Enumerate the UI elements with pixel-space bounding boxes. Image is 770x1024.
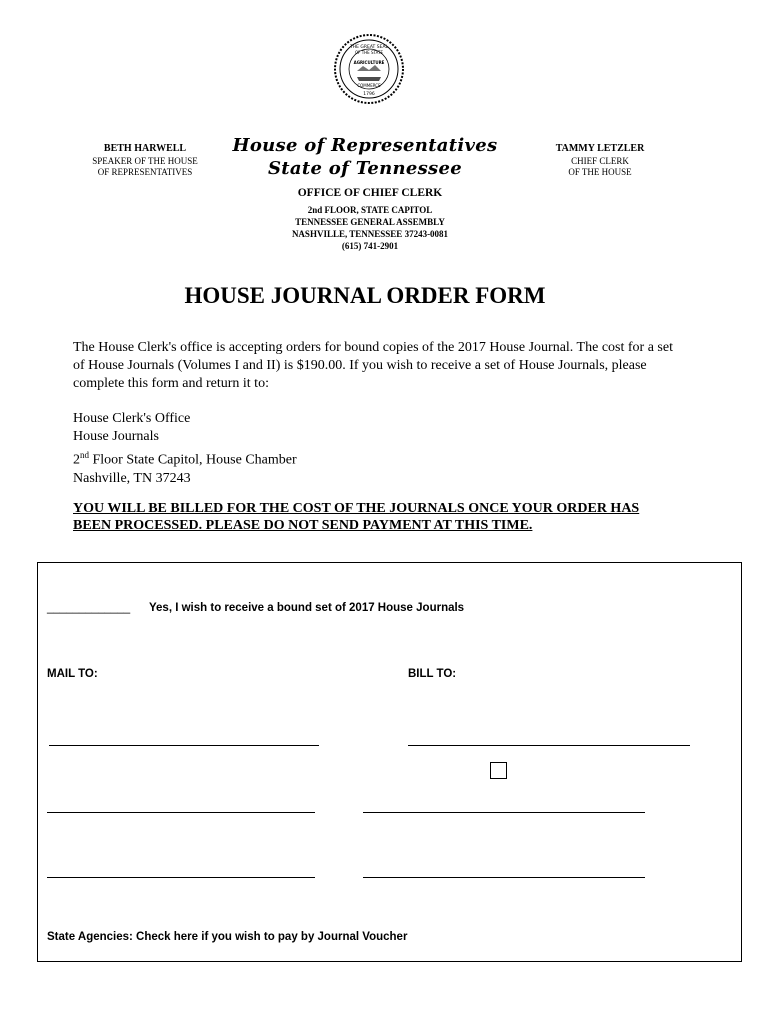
state-agencies-label: State Agencies: Check here if you wish to pay by Journal Voucher: [47, 931, 408, 943]
house-letterhead: [230, 134, 500, 180]
bill-to-label: BILL TO:: [408, 668, 457, 680]
order-form-box: [37, 562, 742, 962]
yes-blank-line[interactable]: _____________: [47, 602, 131, 614]
seal-text-top: THE GREAT SEAL: [349, 45, 389, 50]
office-name: OFFICE OF CHIEF CLERK: [297, 187, 443, 199]
address-floor-suffix: nd: [80, 450, 89, 460]
address-floor-number: 2: [73, 452, 80, 468]
mail-to-line-3[interactable]: [47, 877, 315, 878]
mail-to-line-2[interactable]: [47, 812, 315, 813]
billing-notice: YOU WILL BE BILLED FOR THE COST OF THE JOURNALS ONCE YOUR ORDER HAS BEEN PROCESSED. PLEASE DO NOT SEND PAYMENT AT THIS TIME.: [73, 501, 640, 533]
tennessee-state-seal: [333, 33, 405, 105]
speaker-title-line1: SPEAKER OF THE HOUSE: [92, 156, 198, 166]
office-phone: (615) 741-2901: [341, 241, 399, 251]
mailing-address: [73, 410, 473, 488]
address-line2: House Journals: [73, 429, 159, 444]
letterhead-line2: State of Tennessee: [267, 158, 462, 179]
speaker-title-line2: OF REPRESENTATIVES: [97, 167, 193, 177]
chief-clerk-block: [530, 142, 670, 178]
clerk-name: TAMMY LETZLER: [555, 143, 645, 154]
address-line4: Nashville, TN 37243: [73, 470, 191, 486]
seal-text-year: 1796: [363, 92, 375, 97]
clerk-title-line2: OF THE HOUSE: [568, 167, 632, 177]
page-title: HOUSE JOURNAL ORDER FORM: [184, 283, 546, 308]
intro-paragraph: The House Clerk's office is accepting orders for bound copies of the 2017 House Journal. The cost for a set of House Journals (Volumes I and II) is $190.00. If you wish to receive a set of House Journals, please complete this form and return it to:: [73, 340, 673, 391]
seal-text-agriculture: AGRICULTURE: [353, 60, 385, 65]
mail-to-label: MAIL TO:: [47, 668, 98, 680]
mail-to-line-1[interactable]: [49, 745, 319, 746]
clerk-title-line1: CHIEF CLERK: [571, 156, 629, 166]
address-line1: House Clerk's Office: [73, 411, 191, 426]
journal-voucher-checkbox[interactable]: [490, 762, 507, 779]
bill-to-line-1[interactable]: [408, 745, 690, 746]
office-address-block: [220, 187, 520, 252]
seal-text-state: OF THE STATE: [354, 50, 384, 55]
office-line1: 2nd FLOOR, STATE CAPITOL: [307, 205, 433, 215]
office-line2: TENNESSEE GENERAL ASSEMBLY: [295, 217, 445, 227]
address-line3: [73, 446, 473, 470]
speaker-name: BETH HARWELL: [103, 143, 187, 154]
yes-order-label: Yes, I wish to receive a bound set of 2017 House Journals: [149, 602, 465, 614]
speaker-block: [80, 142, 210, 178]
office-line3: NASHVILLE, TENNESSEE 37243-0081: [291, 229, 449, 239]
bill-to-line-2[interactable]: [363, 812, 645, 813]
bill-to-line-3[interactable]: [363, 877, 645, 878]
letterhead-line1: House of Representatives: [232, 135, 498, 156]
seal-text-commerce: COMMERCE: [357, 83, 381, 88]
address-floor-rest: Floor State Capitol, House Chamber: [89, 452, 297, 468]
